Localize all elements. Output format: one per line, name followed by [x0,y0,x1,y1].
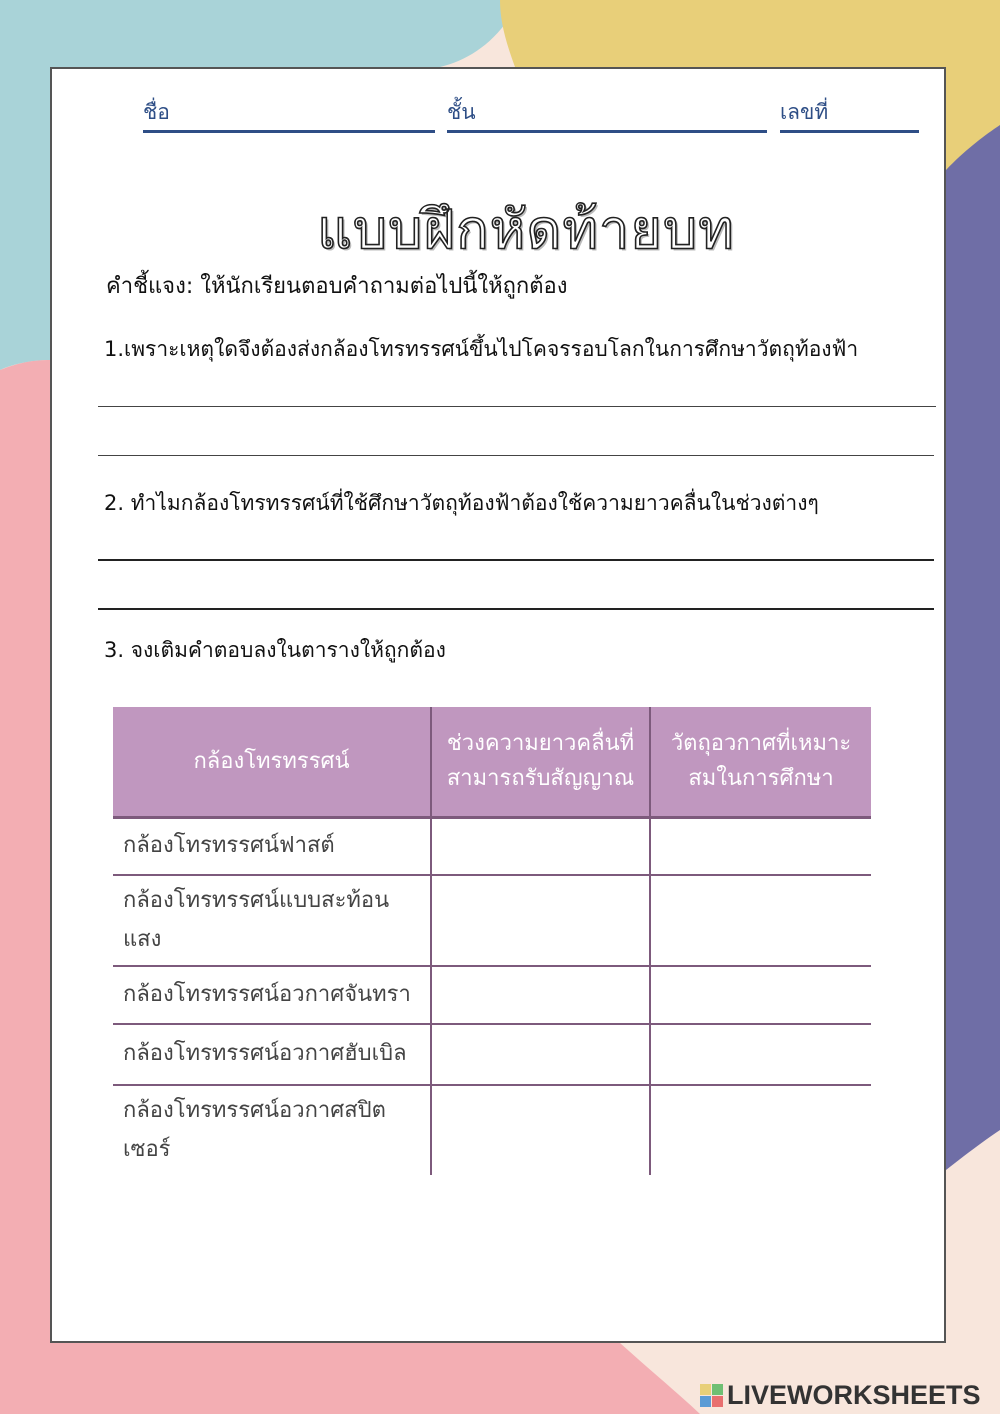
question-1: 1.เพราะเหตุใดจึงต้องส่งกล้องโทรทรรศน์ขึ้นไปโคจรรอบโลกในการศึกษาวัตถุท้องฟ้า [104,337,859,361]
liveworksheets-logo[interactable] [700,1380,981,1411]
header-telescope: กล้องโทรทรรศน์ [113,707,431,817]
wavelength-answer-cell[interactable] [431,817,650,875]
telescope-name: กล้องโทรทรรศน์ฟาสต์ [113,817,431,875]
table-row [113,1085,871,1175]
number-field-line[interactable] [780,130,919,133]
answer-table [113,707,871,1175]
answer-line-1a[interactable] [98,406,936,407]
answer-line-1b[interactable] [98,455,934,456]
telescope-name: กล้องโทรทรรศน์แบบสะท้อนแสง [113,875,431,966]
answer-line-2b[interactable] [98,608,934,610]
question-3: 3. จงเติมคำตอบลงในตารางให้ถูกต้อง [104,638,446,662]
number-label: เลขที่ [780,100,829,124]
telescope-name: กล้องโทรทรรศน์อวกาศจันทรา [113,966,431,1024]
worksheet-title: แบบฝึกหัดท้ายบท [317,198,735,261]
table-row [113,1024,871,1085]
object-answer-cell[interactable] [650,1024,871,1085]
object-answer-cell[interactable] [650,966,871,1024]
table-header-row [113,707,871,817]
header-object: วัตถุอวกาศที่เหมาะสมในการศึกษา [650,707,871,817]
answer-line-2a[interactable] [98,559,934,561]
wavelength-answer-cell[interactable] [431,966,650,1024]
wavelength-answer-cell[interactable] [431,1024,650,1085]
telescope-name: กล้องโทรทรรศน์อวกาศฮับเบิล [113,1024,431,1085]
object-answer-cell[interactable] [650,1085,871,1175]
class-label: ชั้น [447,100,476,124]
name-field-line[interactable] [143,130,435,133]
class-field-line[interactable] [447,130,767,133]
table-row [113,875,871,966]
wavelength-answer-cell[interactable] [431,875,650,966]
instruction-text: คำชี้แจง: ให้นักเรียนตอบคำถามต่อไปนี้ให้ถูกต้อง [106,274,568,299]
table-row [113,966,871,1024]
header-wavelength: ช่วงความยาวคลื่นที่สามารถรับสัญญาณ [431,707,650,817]
object-answer-cell[interactable] [650,875,871,966]
purple-shape [946,125,1000,1170]
table-row [113,817,871,875]
brand-name: LIVEWORKSHEETS [727,1380,981,1410]
telescope-name: กล้องโทรทรรศน์อวกาศสปิตเซอร์ [113,1085,431,1175]
question-2: 2. ทำไมกล้องโทรทรรศน์ที่ใช้ศึกษาวัตถุท้องฟ้าต้องใช้ความยาวคลื่นในช่วงต่างๆ [104,491,819,515]
name-label: ชื่อ [143,100,170,124]
object-answer-cell[interactable] [650,817,871,875]
wavelength-answer-cell[interactable] [431,1085,650,1175]
logo-icon [700,1384,723,1407]
